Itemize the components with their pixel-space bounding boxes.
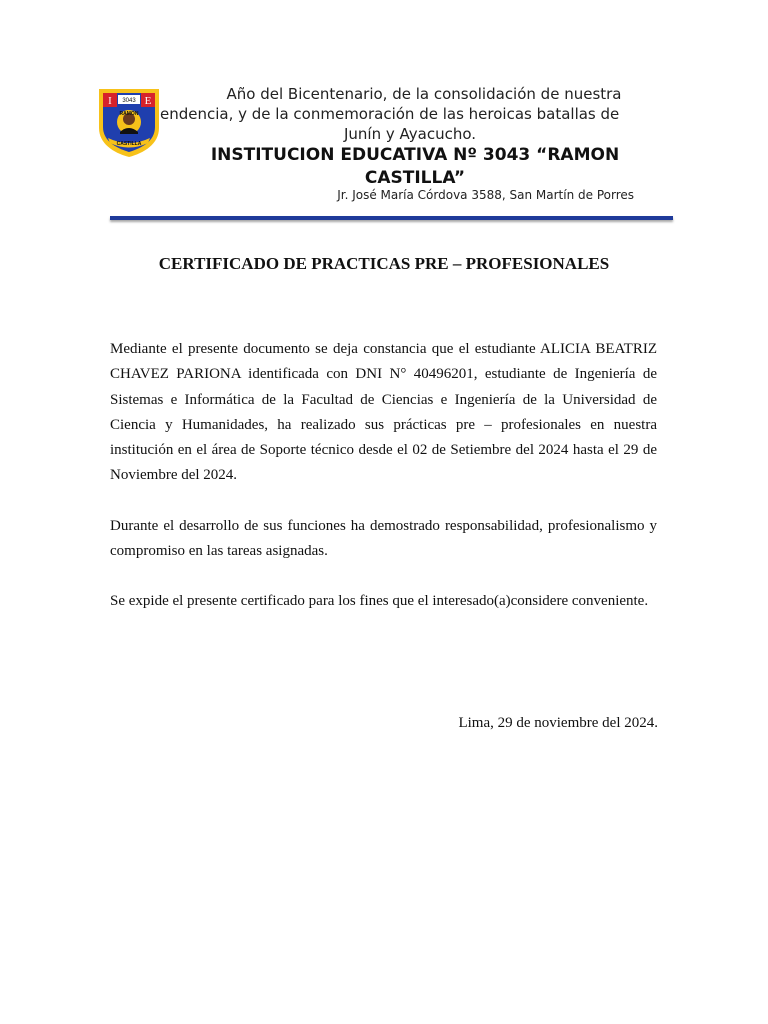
year-motto-line1: Año del Bicentenario, de la consolidación de nuestra xyxy=(226,85,622,103)
crest-word-top: RAMON xyxy=(119,111,139,117)
school-crest-icon xyxy=(96,86,162,158)
crest-word-bottom: CASTILLA xyxy=(116,141,142,147)
year-motto-line3: Junín y Ayacucho. xyxy=(343,125,477,143)
school-address: Jr. José María Córdova 3588, San Martín de Porres xyxy=(337,188,634,202)
paragraph-performance: Durante el desarrollo de sus funciones ha demostrado responsabilidad, profesionalismo y compromiso en las tareas asignadas. xyxy=(110,518,657,560)
year-motto-line2: endencia, y de la conmemoración de las heroicas batallas de xyxy=(160,105,620,123)
paragraph-certification: Mediante el presente documento se deja constancia que el estudiante ALICIA BEATRIZ CHAVEZ PARIONA identificada con DNI N° 40496201, estudiante de Ingeniería de Sistemas e Informática de la Facultad de Ciencias e Ingeniería de la Universidad de Ciencia y Humanidades, ha realizado sus prácticas pre – profesionales en nuestra institución en el área de Soporte técnico desde el 02 de Setiembre del 2024 hasta el 29 de Noviembre del 2024. xyxy=(110,341,657,484)
date-line: Lima, 29 de noviembre del 2024. xyxy=(458,715,658,731)
crest-letter-left: I xyxy=(108,95,112,107)
crest-number: 3043 xyxy=(122,98,136,104)
year-motto xyxy=(160,84,660,144)
certificate-title: CERTIFICADO DE PRACTICAS PRE – PROFESIONALES xyxy=(158,254,610,273)
paragraph-issuance: Se expide el presente certificado para los fines que el interesado(a)considere conveniente. xyxy=(110,593,649,609)
school-name: INSTITUCION EDUCATIVA Nº 3043 “RAMON CASTILLA” xyxy=(210,145,620,188)
header-divider xyxy=(110,216,673,220)
crest-letter-right: E xyxy=(144,95,152,107)
